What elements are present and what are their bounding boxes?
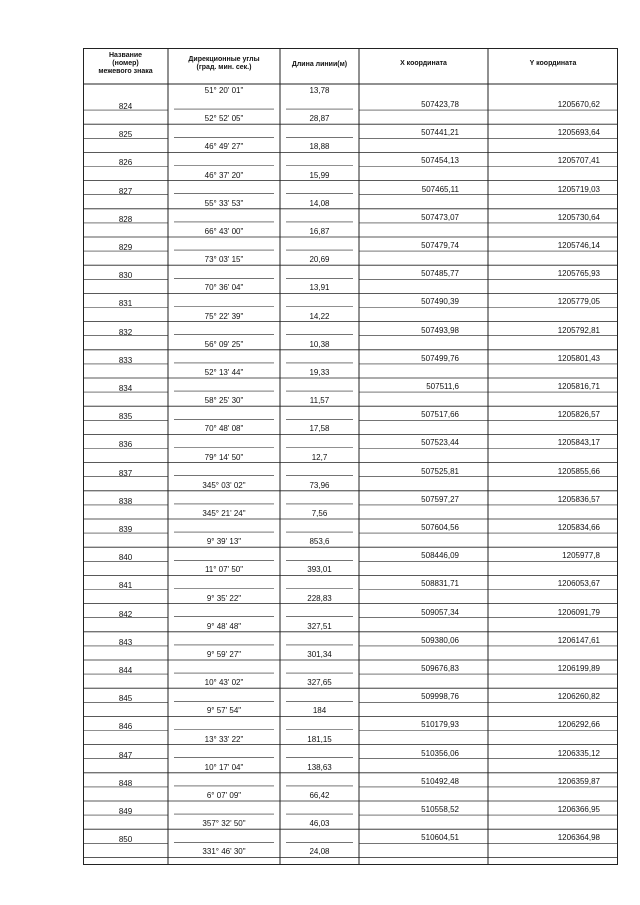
x-coordinate: 507523,44 [421,438,459,448]
direction-angle: 10° 17' 04" [204,762,244,772]
line-length: 10,38 [309,339,330,349]
direction-angle: 11° 07' 50" [204,565,244,575]
direction-angle: 6° 07' 09" [206,791,242,800]
boundary-point-name: 846 [118,722,133,732]
y-coordinate: 1205816,71 [557,382,600,391]
direction-angle: 345° 03' 02" [202,480,246,490]
x-coordinate: 510492,48 [421,776,459,786]
x-coordinate: 507493,98 [421,325,459,335]
line-length: 853,6 [309,537,330,547]
x-coordinate: 508831,71 [421,579,459,589]
line-length: 16,87 [309,227,330,236]
direction-angle: 9° 39' 13" [206,537,242,547]
direction-angle: 10° 43' 02" [204,678,244,688]
line-length: 28,87 [309,114,330,124]
boundary-point-name: 833 [118,355,133,365]
y-coordinate: 1205719,03 [557,184,600,194]
x-coordinate: 507490,39 [421,297,459,307]
direction-angle: 52° 52' 05" [204,114,244,124]
line-length: 11,57 [309,396,330,406]
x-coordinate: 507604,56 [421,523,459,532]
x-coordinate: 509380,06 [421,635,459,645]
x-coordinate: 507511,6 [426,382,459,391]
line-length: 393,01 [307,565,332,575]
boundary-point-name: 849 [118,807,133,816]
y-coordinate: 1205801,43 [557,353,600,363]
line-length: 301,34 [307,650,332,659]
x-coordinate: 508446,09 [421,551,459,561]
header-angle-line-1: Дирекционные углы [188,56,260,63]
y-coordinate: 1205826,57 [557,410,600,420]
boundary-point-name: 838 [118,496,133,506]
line-length: 20,69 [309,255,330,265]
direction-angle: 75° 22' 39" [204,311,244,321]
line-length: 73,96 [309,480,330,490]
y-coordinate: 1206335,12 [557,748,600,758]
boundary-point-name: 824 [118,102,133,111]
x-coordinate: 509998,76 [421,692,459,702]
y-coordinate: 1206364,98 [557,833,600,843]
direction-angle: 70° 36' 04" [204,283,244,293]
line-length: 12,7 [311,452,328,462]
boundary-point-name: 843 [118,637,133,647]
x-coordinate: 510356,06 [421,748,459,758]
line-length: 18,88 [309,142,330,152]
x-coordinate: 507479,74 [421,241,459,250]
direction-angle: 70° 48' 08" [204,424,244,434]
y-coordinate: 1206199,89 [557,664,600,673]
boundary-point-name: 836 [118,440,133,450]
x-coordinate: 507597,27 [421,494,459,504]
boundary-point-name: 840 [118,553,133,563]
direction-angle: 79° 14' 50" [204,452,244,462]
header-angle-line-2: (град. мин. сек.) [196,64,252,71]
y-coordinate: 1205707,41 [557,156,600,166]
boundary-point-name: 827 [118,186,133,196]
line-length: 138,63 [307,762,332,772]
line-length: 19,33 [309,368,330,377]
line-length: 13,78 [309,86,330,95]
direction-angle: 46° 49' 27" [204,142,244,152]
direction-angle: 9° 59' 27" [206,650,242,659]
line-length: 13,91 [309,283,330,293]
x-coordinate: 507517,66 [421,410,459,420]
line-length: 228,83 [307,593,332,603]
boundary-point-name: 826 [118,158,133,168]
line-length: 327,65 [307,678,332,688]
y-coordinate: 1206359,87 [557,776,600,786]
x-coordinate: 507499,76 [421,353,459,363]
boundary-point-name: 825 [118,130,133,140]
line-length: 7,56 [311,509,328,518]
direction-angle: 9° 48' 48" [206,621,242,631]
y-coordinate: 1205670,62 [557,100,600,109]
x-coordinate: 507465,11 [421,184,459,194]
y-coordinate: 1205855,66 [557,466,600,476]
x-coordinate: 507454,13 [421,156,459,166]
boundary-point-name: 848 [118,778,133,788]
header-x: X координата [400,60,447,67]
y-coordinate: 1205765,93 [557,269,600,279]
boundary-point-name: 844 [118,666,133,675]
y-coordinate: 1205836,57 [557,494,600,504]
x-coordinate: 510604,51 [421,833,459,843]
boundary-point-name: 842 [118,609,133,619]
header-y: Y координата [529,60,577,67]
line-length: 46,03 [309,819,330,829]
boundary-point-name: 839 [118,525,133,534]
boundary-point-name: 847 [118,750,133,760]
x-coordinate: 507485,77 [421,269,459,279]
y-coordinate: 1205834,66 [557,523,600,532]
line-length: 327,51 [307,621,332,631]
line-length: 17,58 [309,424,330,434]
y-coordinate: 1206260,82 [557,692,600,702]
boundary-point-name: 831 [118,299,133,309]
x-coordinate: 509057,34 [421,607,459,617]
x-coordinate: 510179,93 [421,720,459,730]
y-coordinate: 1205792,81 [557,325,600,335]
direction-angle: 56° 09' 25" [204,339,244,349]
boundary-point-name: 829 [118,243,133,252]
header-name [83,52,168,76]
boundary-point-name: 837 [118,468,133,478]
x-coordinate: 507525,81 [421,466,459,476]
line-length: 14,08 [309,198,330,208]
direction-angle: 13° 33' 22" [204,734,244,744]
direction-angle: 331° 46' 30" [202,847,246,857]
boundary-point-name: 832 [118,327,133,337]
direction-angle: 66° 43' 00" [204,227,244,236]
direction-angle: 357° 32' 50" [202,819,246,829]
y-coordinate: 1205779,05 [557,297,600,307]
y-coordinate: 1205730,64 [557,212,600,222]
direction-angle: 52° 13' 44" [204,368,244,377]
y-coordinate: 1205693,64 [557,128,600,138]
x-coordinate: 507473,07 [421,212,459,222]
line-length: 15,99 [309,170,330,180]
direction-angle: 9° 35' 22" [206,593,242,603]
y-coordinate: 1205977,8 [562,551,600,561]
header-length: Длина линии(м) [291,61,348,68]
header-name-line-2: (номер) [112,60,139,67]
x-coordinate: 509676,83 [421,664,459,673]
y-coordinate: 1205746,14 [557,241,600,250]
line-length: 66,42 [309,791,330,800]
boundary-point-name: 834 [118,384,133,393]
line-length: 14,22 [309,311,330,321]
x-coordinate: 510558,52 [421,805,459,814]
x-coordinate: 507441,21 [421,128,459,138]
y-coordinate: 1206091,79 [557,607,600,617]
coordinates-table [83,48,618,865]
direction-angle: 73° 03' 15" [204,255,244,265]
boundary-point-name: 841 [118,581,133,591]
y-coordinate: 1206147,61 [557,635,600,645]
direction-angle: 46° 37' 20" [204,170,244,180]
direction-angle: 58° 25' 30" [204,396,244,406]
boundary-point-name: 845 [118,694,133,704]
y-coordinate: 1206292,66 [557,720,600,730]
line-length: 181,15 [307,734,332,744]
boundary-point-name: 850 [118,835,133,845]
header-name-line-1: Название [108,52,143,59]
boundary-point-name: 830 [118,271,133,281]
direction-angle: 51° 20' 01" [204,86,244,95]
x-coordinate: 507423,78 [421,100,459,109]
header-name-line-3: межевого знака [98,68,153,75]
y-coordinate: 1205843,17 [557,438,600,448]
boundary-point-name: 835 [118,412,133,422]
line-length: 24,08 [309,847,330,857]
header-angle [168,56,280,72]
direction-angle: 345° 21' 24" [202,509,246,518]
y-coordinate: 1206053,67 [557,579,600,589]
line-length: 184 [312,706,327,716]
y-coordinate: 1206366,95 [557,805,600,814]
boundary-point-name: 828 [118,214,133,224]
direction-angle: 55° 33' 53" [204,198,244,208]
direction-angle: 9° 57' 54" [206,706,242,716]
